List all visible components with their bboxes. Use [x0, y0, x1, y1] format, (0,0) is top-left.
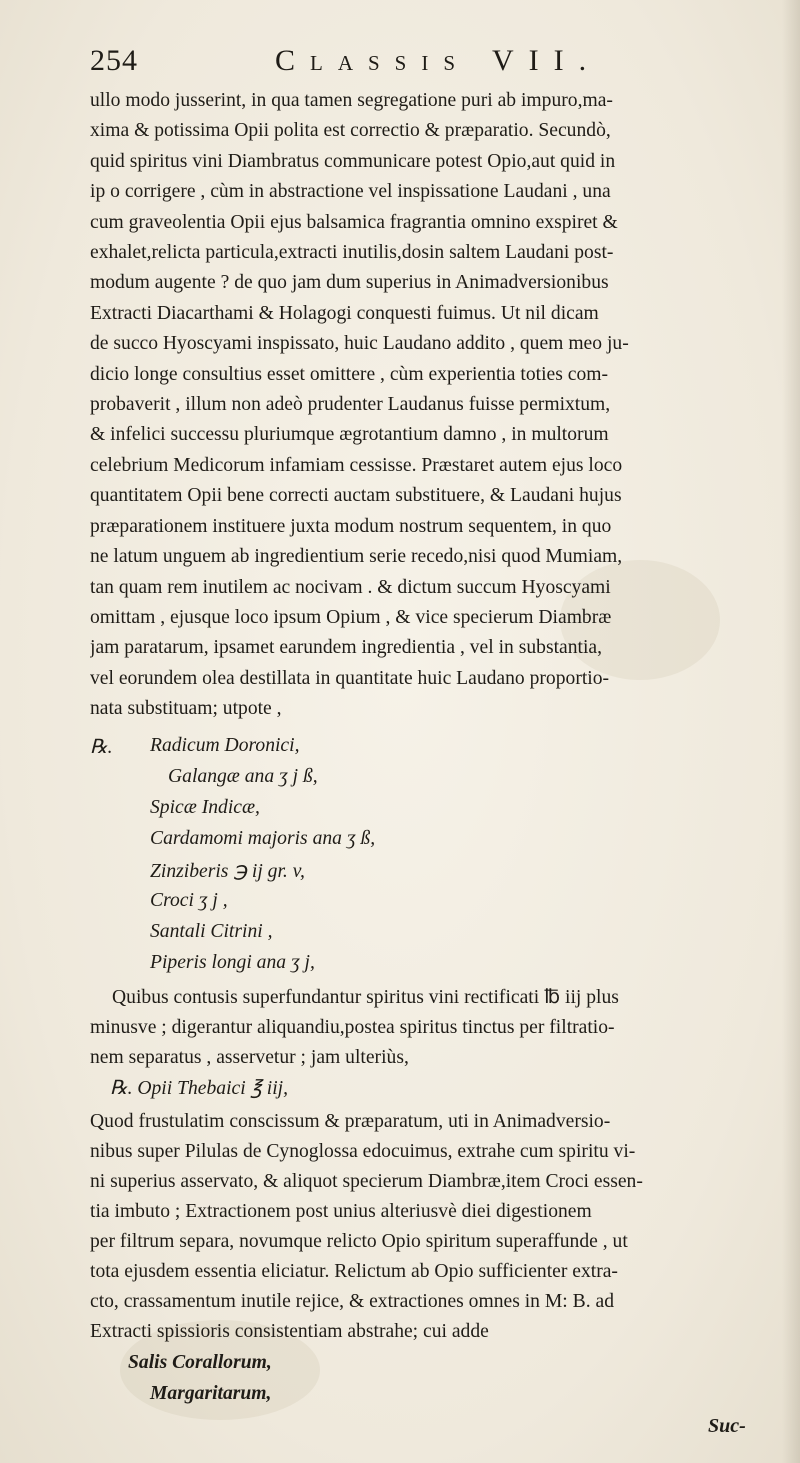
- paragraph-1: [90, 86, 770, 725]
- text-line: per filtrum separa, novumque relicto Opio spiritum superaffunde , ut: [90, 1231, 628, 1252]
- text-line: Quod frustulatim conscissum & præparatum, uti in Animadversio-: [90, 1111, 611, 1132]
- text-line: probaverit , illum non adeò prudenter Laudanus fuisse permixtum,: [90, 394, 611, 416]
- text-line: de succo Hyoscyami inspissato, huic Laudano addito , quem meo ju-: [90, 333, 629, 355]
- text-line: & infelici successu pluriumque ægrotantium damno , in multorum: [90, 424, 609, 446]
- text-line: Quibus contusis superfundantur spiritus vini rectificati ℔ iij plus: [112, 987, 619, 1008]
- text-line: exhalet,relicta particula,extracti inutilis,dosin saltem Laudani post-: [90, 242, 614, 264]
- text-line: ni superius asservato, & aliquot specierum Diambræ,item Croci essen-: [90, 1171, 643, 1192]
- recipe-item: Radicum Doronici,: [150, 735, 300, 756]
- text-line: omittam , ejusque loco ipsum Opium , & vice specierum Diambræ: [90, 606, 612, 628]
- text-line: præparationem instituere juxta modum nostrum sequentem, in quo: [90, 515, 612, 537]
- text-line: cum graveolentia Opii ejus balsamica fragrantia omnino exspiret &: [90, 211, 618, 233]
- text-line: tan quam rem inutilem ac nocivam . & dictum succum Hyoscyami: [90, 576, 611, 598]
- text-line: vel eorundem olea destillata in quantitate huic Laudano proportio-: [90, 667, 610, 689]
- text-line: minusve ; digerantur aliquandiu,postea spiritus tinctus per filtratio-: [90, 1017, 615, 1038]
- text-line: xima & potissima Opii polita est correctio & præparatio. Secundò,: [90, 120, 611, 142]
- text-line: tota ejusdem essentia eliciatur. Relictum ab Opio sufficienter extra-: [90, 1261, 618, 1282]
- text-line: quid spiritus vini Diambratus communicare potest Opio,aut quid in: [90, 150, 616, 172]
- recipe-item: Piperis longi ana ʒ j,: [150, 952, 315, 973]
- text-line: celebrium Medicorum infamiam cessisse. Præstaret autem ejus loco: [90, 454, 623, 476]
- recipe-item: Zinziberis ℈ ij gr. v,: [150, 861, 305, 882]
- catchword: Suc-: [708, 1415, 746, 1437]
- recipe-item: Salis Corallorum,: [128, 1352, 272, 1373]
- text-line: quantitatem Opii bene correcti auctam substituere, & Laudani hujus: [90, 485, 622, 507]
- text-line: tia imbuto ; Extractionem post unius alteriusvè diei digestionem: [90, 1201, 592, 1222]
- recipe-2: ℞. Opii Thebaici ℥ iij,: [110, 1078, 289, 1099]
- text-line: ip o corrigere , cùm in abstractione vel inspissatione Laudani , una: [90, 181, 611, 203]
- page-header: [90, 40, 770, 84]
- text-line: nem separatus , asservetur ; jam ulteriùs,: [90, 1047, 409, 1068]
- recipe-item: Spicæ Indicæ,: [150, 797, 260, 818]
- recipe-item: Cardamomi majoris ana ʒ ß,: [150, 828, 376, 849]
- recipe-item: Santali Citrini ,: [150, 921, 273, 942]
- recipe-item: Croci ʒ j ,: [150, 890, 228, 911]
- recipe-item: Margaritarum,: [150, 1383, 272, 1404]
- page-edge-shadow: [782, 0, 800, 1463]
- text-line: dicio longe consultius esset omittere , cùm experientia toties com-: [90, 363, 609, 385]
- recipe-item: Galangæ ana ʒ j ß,: [168, 766, 318, 787]
- text-line: ne latum unguem ab ingredientium serie recedo,nisi quod Mumiam,: [90, 546, 623, 568]
- text-line: Extracti spissioris consistentiam abstrahe; cui adde: [90, 1321, 489, 1342]
- rx-symbol: ℞.: [90, 737, 113, 758]
- text-line: Extracti Diacarthami & Holagogi conquesti fuimus. Ut nil dicam: [90, 302, 599, 324]
- text-line: nata substituam; utpote ,: [90, 698, 282, 720]
- text-line: modum augente ? de quo jam dum superius in Animadversionibus: [90, 272, 609, 294]
- page-number: 254: [90, 44, 138, 77]
- running-title: Classis VII.: [275, 44, 602, 77]
- text-line: ullo modo jusserint, in qua tamen segregatione puri ab impuro,ma-: [90, 90, 613, 111]
- text-line: nibus super Pilulas de Cynoglossa edocuimus, extrahe cum spiritu vi-: [90, 1141, 636, 1162]
- text-line: jam paratarum, ipsamet earundem ingredientia , vel in substantia,: [90, 637, 602, 659]
- text-line: cto, crassamentum inutile rejice, & extractiones omnes in M: B. ad: [90, 1291, 614, 1312]
